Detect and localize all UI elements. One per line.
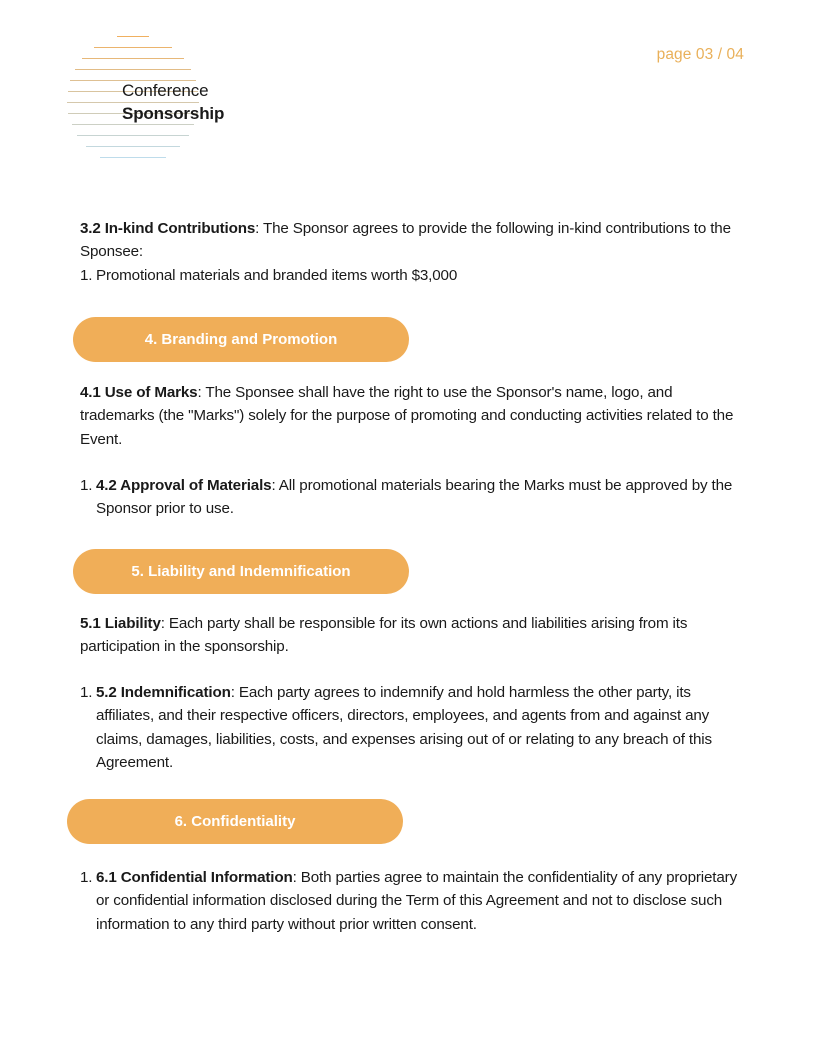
page-indicator: page 03 / 04 [656, 46, 744, 63]
clause-text: : The Sponsor agrees to provide the following in-kind contributions to the Sponsee: [80, 220, 731, 261]
section-heading-liability [73, 549, 409, 594]
logo-stripe [77, 135, 189, 136]
clause-label: 4.2 Approval of Materials [96, 477, 272, 494]
logo-stripe [75, 69, 192, 70]
clause-5-1 [80, 612, 750, 659]
clause-label: 6.1 Confidential Information [96, 869, 293, 886]
clause-label: 4.1 Use of Marks [80, 384, 198, 401]
clause-text: : The Sponsee shall have the right to use the Sponsor's name, logo, and trademarks (the "Marks") solely for the purpose of promoting and conducting activities related to the Event. [80, 384, 734, 448]
logo-stripe [94, 47, 173, 48]
clause-3-2 [80, 217, 750, 264]
list-number: 1. [80, 869, 93, 886]
list-item-text: Promotional materials and branded items worth $3,000 [96, 267, 458, 284]
clause-text: : Each party agrees to indemnify and hold harmless the other party, its affiliates, and their respective officers, directors, employees, and agents from and against any claims, damages, liabilities, costs, and expenses arising out of or relating to any breach of this Agreement. [96, 684, 712, 771]
logo-stripe [82, 58, 184, 59]
clause-text: : Each party shall be responsible for its own actions and liabilities arising from its participation in the sponsorship. [80, 615, 688, 656]
clause-4-1 [80, 381, 750, 451]
title-line-conference: Conference [122, 81, 209, 100]
section-heading-branding [73, 317, 409, 362]
logo-stripe [86, 146, 181, 147]
clause-label: 5.2 Indemnification [96, 684, 231, 701]
list-number: 1. [80, 477, 93, 494]
section-heading-text: 5. Liability and Indemnification [131, 563, 351, 580]
section-heading-text: 4. Branding and Promotion [144, 331, 338, 348]
clause-5-2 [80, 681, 752, 774]
clause-text: : Both parties agree to maintain the confidentiality of any proprietary or confidential information disclosed during the Term of this Agreement and not to disclose such information to any third party without prior written consent. [96, 869, 738, 933]
clause-label: 3.2 In-kind Contributions [80, 220, 256, 237]
title-line-sponsorship: Sponsorship [122, 104, 225, 123]
document-title [122, 79, 224, 125]
clause-text: : All promotional materials bearing the Marks must be approved by the Sponsor prior to use. [96, 477, 733, 518]
list-item [80, 264, 750, 287]
list-number: 1. [80, 267, 93, 284]
clause-label: 5.1 Liability [80, 615, 161, 632]
section-heading-confidentiality [67, 799, 403, 844]
clause-4-2 [80, 474, 750, 521]
clause-6-1 [80, 866, 750, 936]
logo-stripe [100, 157, 167, 158]
list-number: 1. [80, 684, 93, 701]
logo-stripe [117, 36, 149, 37]
section-heading-text: 6. Confidentiality [174, 813, 296, 830]
